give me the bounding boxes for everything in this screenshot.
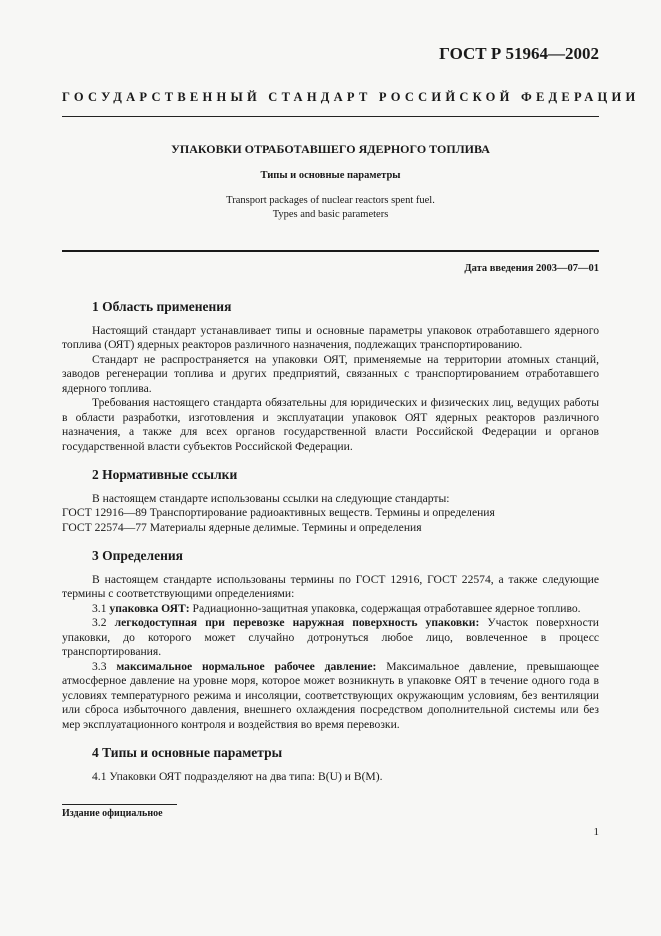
english-title-line-1: Transport packages of nuclear reactors spent fuel. xyxy=(226,195,435,206)
introduction-date: Дата введения 2003—07—01 xyxy=(464,263,599,274)
definition-text: Участок поверхности упаковки, до которого может случайно дотронуться любое лицо, вовлеченное в процесс транспортирования. xyxy=(62,616,600,658)
definition-number: 3.2 xyxy=(92,616,107,629)
definition-term: легкодоступная при перевозке наружная поверхность упаковки: xyxy=(114,616,480,629)
definition-text: Радиационно-защитная упаковка, содержащая отработавшее ядерное топливо. xyxy=(192,601,581,615)
paragraph: 4.1 Упаковки ОЯТ подразделяют на два типа: B(U) и B(M). xyxy=(92,769,383,783)
paragraph: В настоящем стандарте использованы термины по ГОСТ 12916, ГОСТ 22574, а также следующие термины с соответствующими определениями: xyxy=(62,572,599,600)
paragraph: Настоящий стандарт устанавливает типы и основные параметры упаковок отработавшего ядерного топлива (ОЯТ) ядерных реакторов различного назначения, подлежащих транспортированию. xyxy=(62,323,599,351)
paragraph: Требования настоящего стандарта обязательны для юридических и физических лиц, ведущих работы в области разработки, изготовления и эксплуатации упаковок ОЯТ ядерных реакторов различного назначения, а также для всех органов государственной власти Российской Федерации и органов государственной власти субъектов Российской Федерации. xyxy=(62,396,599,453)
document-title: УПАКОВКИ ОТРАБОТАВШЕГО ЯДЕРНОГО ТОПЛИВА xyxy=(171,142,490,156)
section-heading: 4 Типы и основные параметры xyxy=(92,745,283,760)
definition-item xyxy=(62,616,599,660)
definition-term: упаковка ОЯТ: xyxy=(109,601,190,615)
paragraph: Стандарт не распространяется на упаковки ОЯТ, применяемые на территории атомных станций, заводов регенерации топлива и других предприятий, связанных с транспортированием отработавшего ядерного топлива. xyxy=(62,352,599,395)
definition-number: 3.1 xyxy=(92,601,107,615)
section-normative-references xyxy=(62,468,599,535)
section-definitions xyxy=(62,549,599,732)
document-code: ГОСТ Р 51964—2002 xyxy=(439,44,599,63)
definition-item xyxy=(62,602,599,617)
title-divider xyxy=(62,250,599,252)
definition-text: Максимальное давление, превышающее атмосферное давление на уровне моря, которое может возникнуть в упаковке ОЯТ в течение одного года в условиях температурного режима и инсоляции, соответствующих окружающим условиям, без вентиляции или сброса избыточного давления, внешнего охлаждения посредством дополнительной системы или без мер эксплуатационного контроля и воздействия во время перевозки. xyxy=(62,659,600,731)
definition-term: максимальное нормальное рабочее давление: xyxy=(116,659,377,673)
header-divider xyxy=(62,116,599,117)
definition-item xyxy=(62,660,599,733)
document-body xyxy=(62,300,599,798)
footer-divider xyxy=(62,804,177,805)
english-title-line-2: Types and basic parameters xyxy=(272,209,389,220)
page-number: 1 xyxy=(593,826,599,838)
definition-number: 3.3 xyxy=(92,659,107,673)
reference-item: ГОСТ 12916—89 Транспортирование радиоактивных веществ. Термины и определения xyxy=(62,506,495,519)
section-heading: 2 Нормативные ссылки xyxy=(92,467,238,482)
english-title xyxy=(62,194,599,222)
document-subtitle: Типы и основные параметры xyxy=(260,170,401,181)
section-scope xyxy=(62,300,599,454)
paragraph: В настоящем стандарте использованы ссылки на следующие стандарты: xyxy=(92,491,450,505)
reference-item: ГОСТ 22574—77 Материалы ядерные делимые. Термины и определения xyxy=(62,520,422,534)
section-heading: 3 Определения xyxy=(92,548,183,563)
section-types-parameters xyxy=(62,746,599,784)
state-standard-banner: ГОСУДАРСТВЕННЫЙ СТАНДАРТ РОССИЙСКОЙ ФЕДЕРАЦИИ xyxy=(62,90,640,104)
official-edition-label: Издание официальное xyxy=(62,808,163,819)
section-heading: 1 Область применения xyxy=(92,299,232,314)
